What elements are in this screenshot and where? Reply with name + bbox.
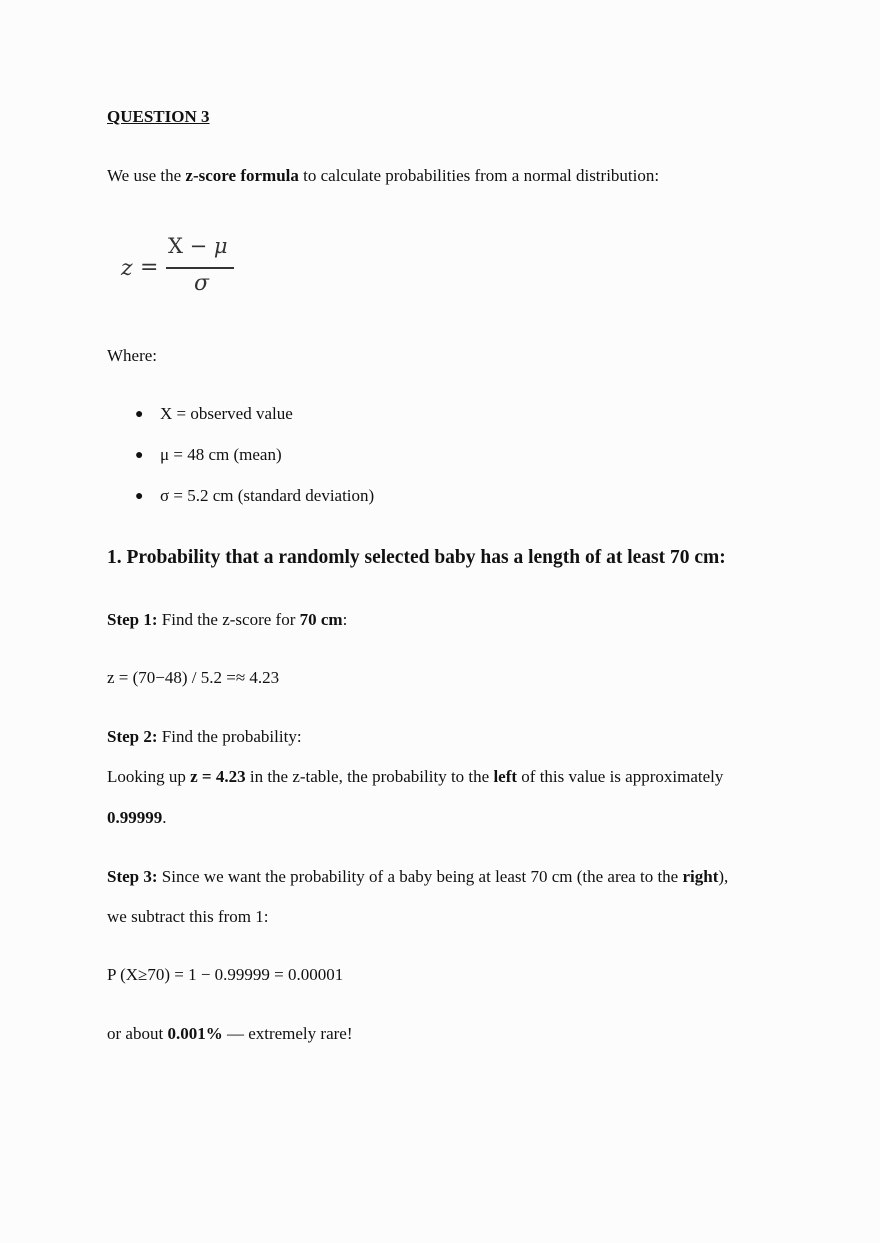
- intro-text-end: to calculate probabilities from a normal distribution:: [298, 166, 660, 185]
- intro-paragraph: [107, 165, 659, 187]
- fraction-bar: [166, 267, 234, 269]
- formula-equals: =: [140, 255, 159, 280]
- step2-paragraph: [107, 726, 302, 748]
- section-heading: 1. Probability that a randomly selected baby has a length of at least 70 cm:: [107, 547, 726, 568]
- conclusion-text-end: — extremely rare!: [222, 1024, 353, 1043]
- formula-numerator: [168, 234, 228, 258]
- result-calculation: P (X≥70) = 1 − 0.99999 = 0.00001: [107, 965, 344, 984]
- step3-text: Since we want the probability of a baby being at least 70 cm (the area to the: [157, 867, 683, 886]
- formula-lhs: z: [121, 256, 133, 281]
- step2-detail-text: Looking up: [107, 767, 191, 786]
- step2-label: Step 2:: [107, 727, 158, 746]
- step3-bold: right: [682, 867, 719, 886]
- list-item: σ = 5.2 cm (standard deviation): [160, 486, 375, 505]
- step1-label: Step 1:: [107, 610, 158, 629]
- step2-value-bold: 0.99999: [107, 808, 163, 827]
- formula-minus: −: [182, 234, 214, 258]
- intro-bold: z-score formula: [185, 166, 299, 185]
- formula-mu: μ: [213, 234, 228, 258]
- list-item: μ = 48 cm (mean): [160, 445, 282, 464]
- formula-x: X: [168, 234, 183, 258]
- intro-text: We use the: [107, 166, 186, 185]
- z-score-formula: [118, 234, 248, 300]
- bullet-icon: ●: [135, 407, 144, 422]
- step1-calculation: z = (70−48) / 5.2 =≈ 4.23: [107, 668, 280, 687]
- step2-text: Find the probability:: [157, 727, 302, 746]
- step3-paragraph: [107, 866, 728, 888]
- step2-value: [107, 807, 167, 829]
- step3-text-end: ),: [718, 867, 729, 886]
- conclusion-paragraph: [107, 1023, 352, 1045]
- step1-paragraph: [107, 609, 347, 631]
- step2-left-bold: left: [493, 767, 518, 786]
- conclusion-bold: 0.001%: [167, 1024, 223, 1043]
- bullet-icon: ●: [135, 448, 144, 463]
- step3-continuation: we subtract this from 1:: [107, 907, 269, 926]
- question-title: QUESTION 3: [107, 107, 210, 126]
- formula-denominator: σ: [194, 271, 210, 296]
- step3-label: Step 3:: [107, 867, 158, 886]
- conclusion-text: or about: [107, 1024, 168, 1043]
- bullet-icon: ●: [135, 489, 144, 504]
- step2-value-end: .: [162, 808, 167, 827]
- step2-detail: [107, 766, 723, 788]
- step1-text: Find the z-score for: [157, 610, 300, 629]
- step1-text-end: :: [342, 610, 348, 629]
- step2-detail-end: of this value is approximately: [517, 767, 724, 786]
- step2-detail-mid: in the z-table, the probability to the: [245, 767, 494, 786]
- step2-z-bold: z = 4.23: [190, 767, 246, 786]
- list-item: X = observed value: [160, 404, 293, 423]
- where-label: Where:: [107, 346, 158, 365]
- step1-bold: 70 cm: [299, 610, 343, 629]
